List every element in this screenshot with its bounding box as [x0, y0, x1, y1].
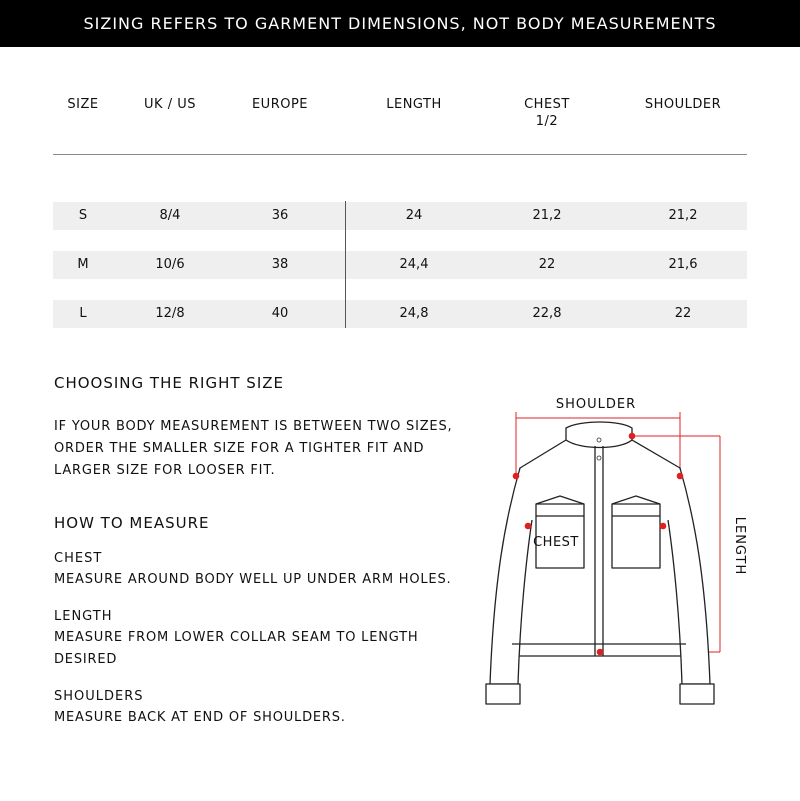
cell-europe: 40 [271, 306, 289, 321]
cell-europe: 38 [271, 257, 289, 272]
choosing-line: ORDER THE SMALLER SIZE FOR A TIGHTER FIT AND [54, 441, 425, 456]
length-line: DESIRED [54, 652, 118, 667]
header-chest-sub: 1/2 [535, 114, 559, 129]
cell-shoulder: 21,6 [668, 257, 698, 272]
choosing-line: LARGER SIZE FOR LOOSER FIT. [54, 463, 276, 478]
cell-length: 24,4 [399, 257, 429, 272]
cell-length: 24 [405, 208, 423, 223]
chest-label: CHEST [533, 535, 579, 550]
cell-uk-us: 12/8 [155, 306, 185, 321]
shoulders-text: MEASURE BACK AT END OF SHOULDERS. [54, 710, 346, 725]
choosing-line: IF YOUR BODY MEASUREMENT IS BETWEEN TWO SIZES, [54, 419, 453, 434]
cell-uk-us: 8/4 [159, 208, 181, 223]
banner-text: SIZING REFERS TO GARMENT DIMENSIONS, NOT BODY MEASUREMENTS [83, 14, 717, 33]
length-line: MEASURE FROM LOWER COLLAR SEAM TO LENGTH [54, 630, 419, 645]
shoulders-title: SHOULDERS [54, 689, 144, 704]
cell-europe: 36 [271, 208, 289, 223]
cell-uk-us: 10/6 [155, 257, 185, 272]
length-title: LENGTH [54, 609, 113, 624]
cell-chest: 22,8 [532, 306, 562, 321]
cell-size: L [79, 306, 87, 321]
header-chest-label: CHEST [524, 97, 570, 112]
cell-shoulder: 22 [674, 306, 692, 321]
header-uk-us: UK / US [144, 97, 196, 112]
chest-text: MEASURE AROUND BODY WELL UP UNDER ARM HOLES. [54, 572, 452, 587]
cell-chest: 21,2 [532, 208, 562, 223]
cell-shoulder: 21,2 [668, 208, 698, 223]
cell-length: 24,8 [399, 306, 429, 321]
shoulder-label: SHOULDER [555, 397, 637, 412]
header-europe: EUROPE [251, 97, 309, 112]
chest-title: CHEST [54, 551, 103, 566]
cell-chest: 22 [538, 257, 556, 272]
header-shoulder: SHOULDER [644, 97, 722, 112]
cell-size: S [78, 208, 88, 223]
choosing-title: CHOOSING THE RIGHT SIZE [54, 374, 284, 392]
how-title: HOW TO MEASURE [54, 514, 210, 532]
header-length: LENGTH [386, 97, 442, 112]
length-label: LENGTH [732, 516, 747, 576]
cell-size: M [77, 257, 89, 272]
header-size: SIZE [67, 97, 99, 112]
